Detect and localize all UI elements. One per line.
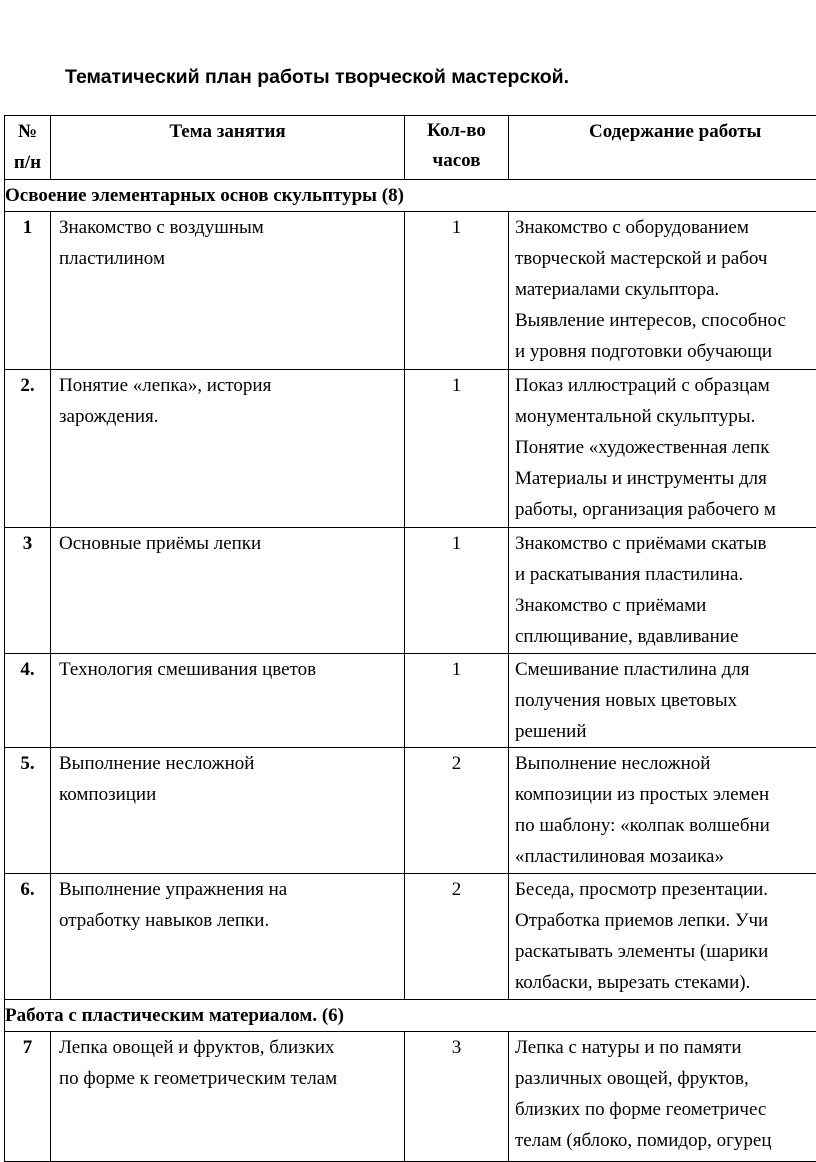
lesson-hours: 1 [405, 654, 509, 748]
lesson-content-line: Показ иллюстраций с образцам [515, 370, 816, 401]
lesson-content-line: Понятие «художественная лепк [515, 432, 816, 463]
lesson-content-line: сплющивание, вдавливание [515, 621, 816, 652]
lesson-number: 6. [5, 874, 51, 1000]
lesson-number: 2. [5, 370, 51, 528]
lesson-topic-line: Основные приёмы лепки [59, 528, 404, 559]
section-row [5, 1000, 816, 1032]
table-row [5, 874, 816, 1000]
lesson-number: 7 [5, 1032, 51, 1162]
header-number [5, 116, 51, 180]
section-title: Работа с пластическим материалом. (6) [5, 1000, 816, 1032]
lesson-content-line: Знакомство с оборудованием [515, 212, 816, 243]
lesson-content-line: Знакомство с приёмами [515, 590, 816, 621]
table-row [5, 654, 816, 748]
lesson-content-line: Знакомство с приёмами скатыв [515, 528, 816, 559]
lesson-topic-line: отработку навыков лепки. [59, 905, 404, 936]
lesson-content [509, 212, 816, 370]
lesson-content [509, 748, 816, 874]
header-hours-line: часов [405, 146, 508, 176]
lesson-number: 1 [5, 212, 51, 370]
lesson-content-line: Материалы и инструменты для [515, 463, 816, 494]
lesson-hours: 1 [405, 212, 509, 370]
lesson-content [509, 874, 816, 1000]
lesson-topic-line: пластилином [59, 243, 404, 274]
lesson-topic [51, 528, 405, 654]
table-row [5, 1032, 816, 1162]
lesson-content-line: материалами скульптора. [515, 274, 816, 305]
document-title: Тематический план работы творческой мастерской. [65, 66, 569, 89]
lesson-topic-line: Технология смешивания цветов [59, 654, 404, 685]
lesson-content-line: и уровня подготовки обучающи [515, 336, 816, 367]
lesson-content-line: различных овощей, фруктов, [515, 1063, 816, 1094]
section-title: Освоение элементарных основ скульптуры (8) [5, 180, 816, 212]
lesson-content-line: по шаблону: «колпак волшебни [515, 810, 816, 841]
header-hours [405, 116, 509, 180]
lesson-content-line: Беседа, просмотр презентации. [515, 874, 816, 905]
lesson-number: 5. [5, 748, 51, 874]
lesson-content-line: телам (яблоко, помидор, огурец [515, 1125, 816, 1156]
lesson-content-line: раскатывать элементы (шарики [515, 936, 816, 967]
lesson-content-line: получения новых цветовых [515, 685, 816, 716]
lesson-content-line: Отработка приемов лепки. Учи [515, 905, 816, 936]
lesson-content-line: композиции из простых элемен [515, 779, 816, 810]
header-content: Содержание работы [509, 116, 816, 180]
table-row [5, 370, 816, 528]
table-row [5, 212, 816, 370]
table-row [5, 528, 816, 654]
lesson-hours: 1 [405, 528, 509, 654]
lesson-content-line: Смешивание пластилина для [515, 654, 816, 685]
lesson-content [509, 1032, 816, 1162]
header-number-line: № [5, 116, 50, 147]
lesson-topic-line: по форме к геометрическим телам [59, 1063, 404, 1094]
lesson-topic-line: Выполнение упражнения на [59, 874, 404, 905]
lesson-topic [51, 1032, 405, 1162]
lesson-topic-line: Знакомство с воздушным [59, 212, 404, 243]
lesson-content-line: решений [515, 716, 816, 747]
lesson-topic [51, 654, 405, 748]
table-header-row [5, 116, 816, 180]
lesson-hours: 2 [405, 874, 509, 1000]
lesson-hours: 1 [405, 370, 509, 528]
lesson-content-line: «пластилиновая мозаика» [515, 841, 816, 872]
lesson-content [509, 654, 816, 748]
lesson-content-line: монументальной скульптуры. [515, 401, 816, 432]
lesson-content [509, 370, 816, 528]
lesson-topic [51, 212, 405, 370]
lesson-topic-line: Выполнение несложной [59, 748, 404, 779]
section-row [5, 180, 816, 212]
lesson-topic-line: Понятие «лепка», история [59, 370, 404, 401]
lesson-content-line: Лепка с натуры и по памяти [515, 1032, 816, 1063]
lesson-topic [51, 874, 405, 1000]
lesson-content [509, 528, 816, 654]
lesson-content-line: творческой мастерской и рабоч [515, 243, 816, 274]
table-row [5, 748, 816, 874]
lesson-topic-line: зарождения. [59, 401, 404, 432]
header-number-line: п/н [5, 147, 50, 178]
header-hours-line: Кол-во [405, 116, 508, 146]
lesson-topic [51, 748, 405, 874]
lesson-topic [51, 370, 405, 528]
lesson-hours: 2 [405, 748, 509, 874]
lesson-topic-line: Лепка овощей и фруктов, близких [59, 1032, 404, 1063]
thematic-plan-table [4, 115, 816, 1162]
lesson-content-line: и раскатывания пластилина. [515, 559, 816, 590]
lesson-content-line: Выполнение несложной [515, 748, 816, 779]
header-topic: Тема занятия [51, 116, 405, 180]
lesson-content-line: близких по форме геометричес [515, 1094, 816, 1125]
lesson-content-line: Выявление интересов, способнос [515, 305, 816, 336]
lesson-topic-line: композиции [59, 779, 404, 810]
lesson-content-line: колбаски, вырезать стеками). [515, 967, 816, 998]
lesson-content-line: работы, организация рабочего м [515, 494, 816, 525]
lesson-number: 4. [5, 654, 51, 748]
lesson-hours: 3 [405, 1032, 509, 1162]
lesson-number: 3 [5, 528, 51, 654]
